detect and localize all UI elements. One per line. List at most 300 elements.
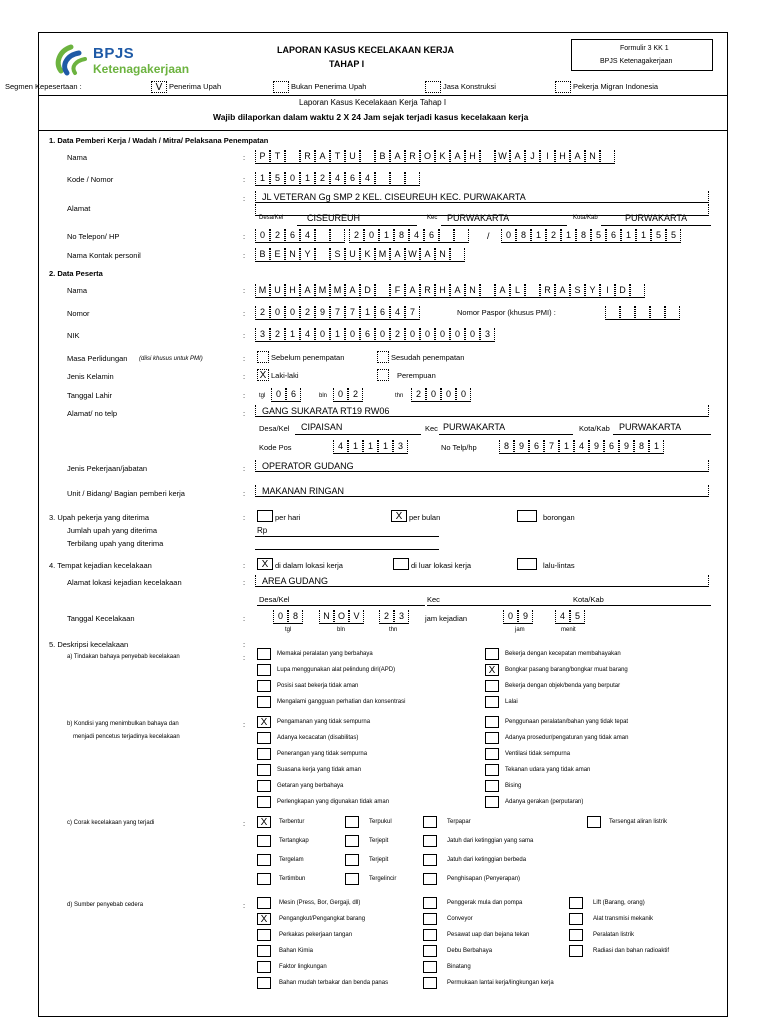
checkbox[interactable] <box>257 873 271 885</box>
char-cell[interactable]: A <box>450 150 465 162</box>
char-cell[interactable] <box>480 150 495 162</box>
unit-label: Unit / Bidang/ Bagian pemberi kerja <box>67 489 185 498</box>
char-cell[interactable]: N <box>319 610 334 622</box>
telp-pk-chars-3[interactable] <box>501 229 681 243</box>
jumlah-line[interactable] <box>255 536 439 537</box>
char-cell[interactable]: 3 <box>393 440 408 452</box>
kota-ps-label: Kota/Kab <box>579 424 610 433</box>
checkbox[interactable] <box>423 873 437 885</box>
checkbox[interactable] <box>257 680 271 692</box>
char-cell[interactable]: 6 <box>345 172 360 184</box>
kota-pk-value: PURWAKARTA <box>625 213 688 223</box>
checkbox[interactable] <box>257 835 271 847</box>
char-cell[interactable] <box>390 172 405 184</box>
char-cell[interactable]: 9 <box>315 306 330 318</box>
checkbox[interactable] <box>423 961 437 973</box>
checkbox[interactable] <box>257 748 271 760</box>
char-cell[interactable]: 5 <box>591 229 606 241</box>
checkbox[interactable] <box>257 648 271 660</box>
nama-ps-chars[interactable] <box>255 284 645 298</box>
telp-pk-chars-1[interactable] <box>255 229 345 243</box>
char-cell[interactable]: H <box>555 150 570 162</box>
char-cell[interactable]: 1 <box>531 229 546 241</box>
checkbox-label: Ventilasi tidak sempurna <box>505 751 571 757</box>
char-cell[interactable] <box>315 229 330 241</box>
kota-ps-value: PURWAKARTA <box>619 422 682 432</box>
dalam-checkbox[interactable]: X <box>257 558 273 570</box>
checkbox[interactable] <box>423 897 437 909</box>
checkbox[interactable] <box>485 680 499 692</box>
checkbox-label: Conveyor <box>447 916 473 922</box>
char-cell[interactable]: 3 <box>255 328 270 340</box>
char-cell[interactable]: 0 <box>426 388 441 400</box>
checkbox[interactable] <box>257 929 271 941</box>
char-cell[interactable]: M <box>375 248 390 260</box>
char-cell[interactable]: 6 <box>285 229 300 241</box>
colon: : <box>243 653 246 662</box>
perbulan-label: per bulan <box>409 513 441 522</box>
terbilang-line[interactable] <box>255 549 439 550</box>
checkbox[interactable] <box>345 873 359 885</box>
char-cell[interactable]: M <box>255 284 270 296</box>
char-cell[interactable] <box>620 306 635 318</box>
char-cell[interactable]: 2 <box>270 328 285 340</box>
char-cell[interactable]: 1 <box>636 229 651 241</box>
char-cell[interactable]: 2 <box>349 229 364 241</box>
char-cell[interactable]: 2 <box>546 229 561 241</box>
char-cell[interactable]: R <box>420 284 435 296</box>
char-cell[interactable]: 2 <box>315 172 330 184</box>
checkbox[interactable] <box>485 764 499 776</box>
char-cell[interactable]: M <box>315 284 330 296</box>
segment-penerima-upah-checkbox[interactable]: V <box>151 81 167 93</box>
alamat-pk-field[interactable]: JL VETERAN Gg SMP 2 KEL. CISEUREUH KEC. PURWAKARTA <box>255 191 709 203</box>
checkbox[interactable] <box>569 929 583 941</box>
char-cell[interactable]: I <box>540 150 555 162</box>
char-cell[interactable]: 8 <box>499 440 514 452</box>
char-cell[interactable]: Y <box>585 284 600 296</box>
char-cell[interactable]: 2 <box>390 328 405 340</box>
char-cell[interactable] <box>650 306 665 318</box>
checkbox[interactable] <box>257 780 271 792</box>
char-cell[interactable]: A <box>390 248 405 260</box>
checkbox-label: Bahan mudah terbakar dan benda panas <box>279 980 389 986</box>
nama-ps-label: Nama <box>67 286 88 295</box>
checkbox[interactable]: X <box>257 816 271 828</box>
paspor-chars[interactable] <box>605 306 680 320</box>
perhari-checkbox[interactable] <box>257 510 273 522</box>
char-cell[interactable]: H <box>435 284 450 296</box>
laki-checkbox[interactable]: X <box>257 369 269 381</box>
checkbox-label: Penggunaan peralatan/bahan yang tidak tepat <box>505 719 629 725</box>
lahir-bln-chars[interactable] <box>333 388 363 402</box>
char-cell[interactable]: 0 <box>441 388 456 400</box>
char-cell[interactable]: Y <box>300 248 315 260</box>
colon: : <box>243 309 246 318</box>
checkbox[interactable] <box>485 648 499 660</box>
char-cell[interactable]: J <box>525 150 540 162</box>
char-cell[interactable]: 8 <box>516 229 531 241</box>
char-cell[interactable]: 1 <box>378 440 393 452</box>
char-cell[interactable] <box>439 229 454 241</box>
alamat-ps-field[interactable]: GANG SUKARATA RT19 RW06 <box>255 405 709 417</box>
char-cell[interactable]: A <box>345 284 360 296</box>
char-cell[interactable] <box>480 284 495 296</box>
char-cell[interactable]: 6 <box>360 328 375 340</box>
char-cell[interactable]: 5 <box>651 229 666 241</box>
char-cell[interactable]: 1 <box>363 440 378 452</box>
char-cell[interactable] <box>285 150 300 162</box>
char-cell[interactable]: 0 <box>450 328 465 340</box>
char-cell[interactable] <box>375 172 390 184</box>
char-cell[interactable] <box>330 229 345 241</box>
jumlah-label: Jumlah upah yang diterima <box>67 526 158 535</box>
checkbox[interactable] <box>423 913 437 925</box>
segment-bukan-penerima-upah-checkbox[interactable] <box>273 81 289 93</box>
checkbox[interactable] <box>485 796 499 808</box>
char-cell[interactable]: U <box>345 248 360 260</box>
char-cell[interactable]: R <box>405 150 420 162</box>
lahir-tgl-chars[interactable] <box>271 388 301 402</box>
notelp-chars[interactable] <box>499 440 664 454</box>
char-cell[interactable]: 6 <box>529 440 544 452</box>
checkbox[interactable] <box>257 961 271 973</box>
char-cell[interactable]: 0 <box>273 610 288 622</box>
char-cell[interactable]: 4 <box>333 440 348 452</box>
char-cell[interactable]: N <box>435 248 450 260</box>
checkbox-label: Alat transmisi mekanik <box>593 916 654 922</box>
char-cell[interactable]: 1 <box>379 229 394 241</box>
char-cell[interactable]: D <box>615 284 630 296</box>
char-cell[interactable]: A <box>300 284 315 296</box>
kec-thn-chars[interactable] <box>379 610 409 624</box>
char-cell[interactable]: N <box>585 150 600 162</box>
kec-lokasi-label: Kec <box>427 595 440 604</box>
char-cell[interactable]: 0 <box>345 328 360 340</box>
char-cell[interactable]: F <box>390 284 405 296</box>
char-cell[interactable]: 3 <box>394 610 409 622</box>
char-cell[interactable]: N <box>285 248 300 260</box>
char-cell[interactable]: B <box>255 248 270 260</box>
char-cell[interactable]: 1 <box>348 440 363 452</box>
form-title: LAPORAN KASUS KECELAKAAN KERJA <box>277 45 455 55</box>
checkbox[interactable] <box>257 854 271 866</box>
borongan-checkbox[interactable] <box>517 510 537 522</box>
kode-chars[interactable] <box>255 172 420 186</box>
menit-chars[interactable] <box>555 610 585 624</box>
char-cell[interactable] <box>665 306 680 318</box>
colon: : <box>243 489 246 498</box>
jam-label: jam <box>515 627 525 633</box>
checkbox[interactable]: X <box>485 664 499 676</box>
char-cell[interactable] <box>454 229 469 241</box>
checkbox[interactable] <box>423 945 437 957</box>
char-cell[interactable]: 1 <box>561 229 576 241</box>
char-cell[interactable]: T <box>330 150 345 162</box>
char-cell[interactable]: 2 <box>411 388 426 400</box>
lalu-label: lalu-lintas <box>543 561 575 570</box>
char-cell[interactable]: 0 <box>501 229 516 241</box>
checkbox[interactable] <box>257 945 271 957</box>
char-cell[interactable]: 2 <box>379 610 394 622</box>
checkbox-label: Tersengat aliran listrik <box>609 819 668 825</box>
perempuan-checkbox[interactable] <box>377 369 389 381</box>
segment-jasa-konstruksi-checkbox[interactable] <box>425 81 441 93</box>
kec-pk-label: Kec <box>427 215 438 221</box>
char-cell[interactable]: U <box>345 150 360 162</box>
char-cell[interactable] <box>635 306 650 318</box>
char-cell[interactable]: W <box>405 248 420 260</box>
char-cell[interactable]: 4 <box>300 229 315 241</box>
alamat-lokasi-field[interactable]: AREA GUDANG <box>255 575 709 587</box>
checkbox-label: Perlengkapan yang digunakan tidak aman <box>277 799 390 805</box>
char-cell[interactable]: 0 <box>405 328 420 340</box>
form-title-stage: TAHAP I <box>329 59 365 69</box>
kota-lokasi-line[interactable] <box>575 605 711 606</box>
lalu-checkbox[interactable] <box>517 558 537 570</box>
jam-chars[interactable] <box>503 610 533 624</box>
char-cell[interactable]: 9 <box>589 440 604 452</box>
char-cell[interactable] <box>375 284 390 296</box>
char-cell[interactable]: S <box>570 284 585 296</box>
char-cell[interactable]: O <box>420 150 435 162</box>
char-cell[interactable]: 2 <box>348 388 363 400</box>
checkbox[interactable] <box>257 977 271 989</box>
char-cell[interactable]: H <box>285 284 300 296</box>
char-cell[interactable]: 0 <box>364 229 379 241</box>
char-cell[interactable]: 8 <box>634 440 649 452</box>
char-cell[interactable]: 4 <box>555 610 570 622</box>
char-cell[interactable]: R <box>300 150 315 162</box>
kec-bln-chars[interactable] <box>319 610 364 624</box>
checkbox[interactable] <box>345 835 359 847</box>
char-cell[interactable]: 1 <box>255 172 270 184</box>
char-cell[interactable]: 4 <box>360 172 375 184</box>
checkbox[interactable] <box>345 854 359 866</box>
checkbox[interactable] <box>257 796 271 808</box>
checkbox-label: Tekanan udara yang tidak aman <box>505 767 591 773</box>
nomor-chars[interactable] <box>255 306 420 320</box>
checkbox[interactable] <box>587 816 601 828</box>
checkbox[interactable] <box>423 835 437 847</box>
checkbox[interactable] <box>423 977 437 989</box>
char-cell[interactable]: 1 <box>360 306 375 318</box>
checkbox-label: Bekerja dengan kecepatan membahayakan <box>505 651 621 657</box>
char-cell[interactable]: A <box>390 150 405 162</box>
char-cell[interactable]: 4 <box>409 229 424 241</box>
kec-tgl-chars[interactable] <box>273 610 303 624</box>
char-cell[interactable] <box>315 248 330 260</box>
char-cell[interactable]: 9 <box>514 440 529 452</box>
checkbox-label: Mengalami gangguan perhatian dan konsentrasi <box>277 699 406 705</box>
checkbox[interactable] <box>485 732 499 744</box>
checkbox-label: Jatuh dari ketinggian yang sama <box>447 838 534 844</box>
checkbox-label: Adanya prosedur/pengaturan yang tidak aman <box>505 735 629 741</box>
char-cell[interactable]: 4 <box>390 306 405 318</box>
char-cell[interactable]: 0 <box>285 172 300 184</box>
checkbox[interactable] <box>485 696 499 708</box>
desa-lokasi-line[interactable] <box>257 605 425 606</box>
char-cell[interactable] <box>450 248 465 260</box>
char-cell[interactable]: 5 <box>570 610 585 622</box>
char-cell[interactable]: 0 <box>271 388 286 400</box>
kec-thn-label: thn <box>389 627 398 633</box>
checkbox[interactable] <box>423 816 437 828</box>
char-cell[interactable]: 7 <box>544 440 559 452</box>
char-cell[interactable] <box>600 150 615 162</box>
char-cell[interactable] <box>525 284 540 296</box>
char-cell[interactable]: 8 <box>288 610 303 622</box>
checkbox-label: Bising <box>505 783 522 789</box>
section-1-heading: 1. Data Pemberi Kerja / Wadah / Mitra/ Pelaksana Penempatan <box>49 136 269 145</box>
char-cell[interactable]: 2 <box>300 306 315 318</box>
char-cell[interactable]: 7 <box>330 306 345 318</box>
char-cell[interactable] <box>630 284 645 296</box>
checkbox[interactable] <box>257 897 271 909</box>
char-cell[interactable]: 0 <box>270 306 285 318</box>
char-cell[interactable]: E <box>270 248 285 260</box>
perbulan-checkbox[interactable]: X <box>391 510 407 522</box>
char-cell[interactable]: 7 <box>405 306 420 318</box>
char-cell[interactable]: 2 <box>270 229 285 241</box>
bpjs-logo <box>53 41 233 81</box>
colon: : <box>243 286 246 295</box>
char-cell[interactable]: 9 <box>619 440 634 452</box>
char-cell[interactable]: O <box>334 610 349 622</box>
char-cell[interactable]: 7 <box>345 306 360 318</box>
char-cell[interactable]: 9 <box>518 610 533 622</box>
char-cell[interactable]: T <box>270 150 285 162</box>
char-cell[interactable]: 4 <box>330 172 345 184</box>
char-cell[interactable]: 0 <box>375 328 390 340</box>
char-cell[interactable]: 1 <box>559 440 574 452</box>
checkbox[interactable] <box>569 945 583 957</box>
char-cell[interactable]: 0 <box>315 328 330 340</box>
checkbox[interactable] <box>485 780 499 792</box>
checkbox[interactable] <box>485 748 499 760</box>
checkbox[interactable] <box>569 897 583 909</box>
a-label: a) Tindakan bahaya penyebab kecelakaan <box>67 654 180 660</box>
char-cell[interactable]: N <box>465 284 480 296</box>
checkbox[interactable] <box>569 913 583 925</box>
char-cell[interactable]: 1 <box>285 328 300 340</box>
form-page <box>5 32 728 1017</box>
char-cell[interactable] <box>405 172 420 184</box>
char-cell[interactable]: 5 <box>666 229 681 241</box>
char-cell[interactable]: D <box>360 284 375 296</box>
char-cell[interactable]: A <box>450 284 465 296</box>
char-cell[interactable]: A <box>555 284 570 296</box>
char-cell[interactable]: 1 <box>330 328 345 340</box>
char-cell[interactable]: M <box>330 284 345 296</box>
segment-pmi-checkbox[interactable] <box>555 81 571 93</box>
char-cell[interactable]: 6 <box>375 306 390 318</box>
char-cell[interactable]: 0 <box>465 328 480 340</box>
telp-pk-chars-2[interactable] <box>349 229 469 243</box>
checkbox[interactable]: X <box>257 913 271 925</box>
checkbox[interactable] <box>423 854 437 866</box>
char-cell[interactable]: 1 <box>300 172 315 184</box>
char-cell[interactable]: 0 <box>503 610 518 622</box>
char-cell[interactable]: V <box>349 610 364 622</box>
char-cell[interactable]: A <box>570 150 585 162</box>
char-cell[interactable]: 2 <box>255 306 270 318</box>
sebelum-checkbox[interactable] <box>257 351 269 363</box>
char-cell[interactable]: 0 <box>333 388 348 400</box>
char-cell[interactable]: 0 <box>255 229 270 241</box>
bpjs-logo-icon <box>53 41 89 77</box>
char-cell[interactable]: A <box>510 150 525 162</box>
char-cell[interactable]: A <box>315 150 330 162</box>
char-cell[interactable]: 3 <box>480 328 495 340</box>
char-cell[interactable] <box>605 306 620 318</box>
kodepos-chars[interactable] <box>333 440 408 454</box>
char-cell[interactable]: 4 <box>300 328 315 340</box>
luar-label: di luar lokasi kerja <box>411 561 472 570</box>
char-cell[interactable]: K <box>435 150 450 162</box>
char-cell[interactable]: A <box>495 284 510 296</box>
sesudah-checkbox[interactable] <box>377 351 389 363</box>
checkbox[interactable] <box>485 716 499 728</box>
lahir-thn-chars[interactable] <box>411 388 471 402</box>
pekerjaan-field[interactable]: OPERATOR GUDANG <box>255 460 709 472</box>
char-cell[interactable]: 8 <box>576 229 591 241</box>
char-cell[interactable]: R <box>540 284 555 296</box>
char-cell[interactable]: U <box>270 284 285 296</box>
char-cell[interactable]: L <box>510 284 525 296</box>
checkbox[interactable] <box>423 929 437 941</box>
char-cell[interactable]: P <box>255 150 270 162</box>
char-cell[interactable]: H <box>465 150 480 162</box>
char-cell[interactable]: I <box>600 284 615 296</box>
char-cell[interactable]: 1 <box>649 440 664 452</box>
char-cell[interactable]: 6 <box>606 229 621 241</box>
segment-label: Segmen Kepesertaan : <box>5 82 82 91</box>
char-cell[interactable]: 6 <box>424 229 439 241</box>
char-cell[interactable]: 6 <box>604 440 619 452</box>
char-cell[interactable] <box>360 150 375 162</box>
char-cell[interactable]: B <box>375 150 390 162</box>
char-cell[interactable]: A <box>420 248 435 260</box>
char-cell[interactable]: A <box>405 284 420 296</box>
checkbox[interactable] <box>257 696 271 708</box>
char-cell[interactable]: 4 <box>574 440 589 452</box>
kec-lokasi-line[interactable] <box>427 605 575 606</box>
checkbox[interactable] <box>257 764 271 776</box>
checkbox[interactable] <box>257 732 271 744</box>
checkbox[interactable] <box>257 664 271 676</box>
char-cell[interactable]: W <box>495 150 510 162</box>
char-cell[interactable]: 8 <box>394 229 409 241</box>
kontak-chars[interactable] <box>255 248 465 262</box>
checkbox[interactable] <box>345 816 359 828</box>
char-cell[interactable]: 0 <box>420 328 435 340</box>
char-cell[interactable]: 0 <box>456 388 471 400</box>
char-cell[interactable]: 1 <box>621 229 636 241</box>
char-cell[interactable]: 0 <box>435 328 450 340</box>
checkbox[interactable]: X <box>257 716 271 728</box>
char-cell[interactable]: S <box>330 248 345 260</box>
unit-field[interactable]: MAKANAN RINGAN <box>255 485 709 497</box>
nama-pk-chars[interactable] <box>255 150 615 164</box>
luar-checkbox[interactable] <box>393 558 409 570</box>
char-cell[interactable]: 5 <box>270 172 285 184</box>
nik-chars[interactable] <box>255 328 495 342</box>
char-cell[interactable]: K <box>360 248 375 260</box>
char-cell[interactable]: 6 <box>286 388 301 400</box>
char-cell[interactable]: 0 <box>285 306 300 318</box>
desa-pk-value: CISEUREUH <box>307 213 361 223</box>
